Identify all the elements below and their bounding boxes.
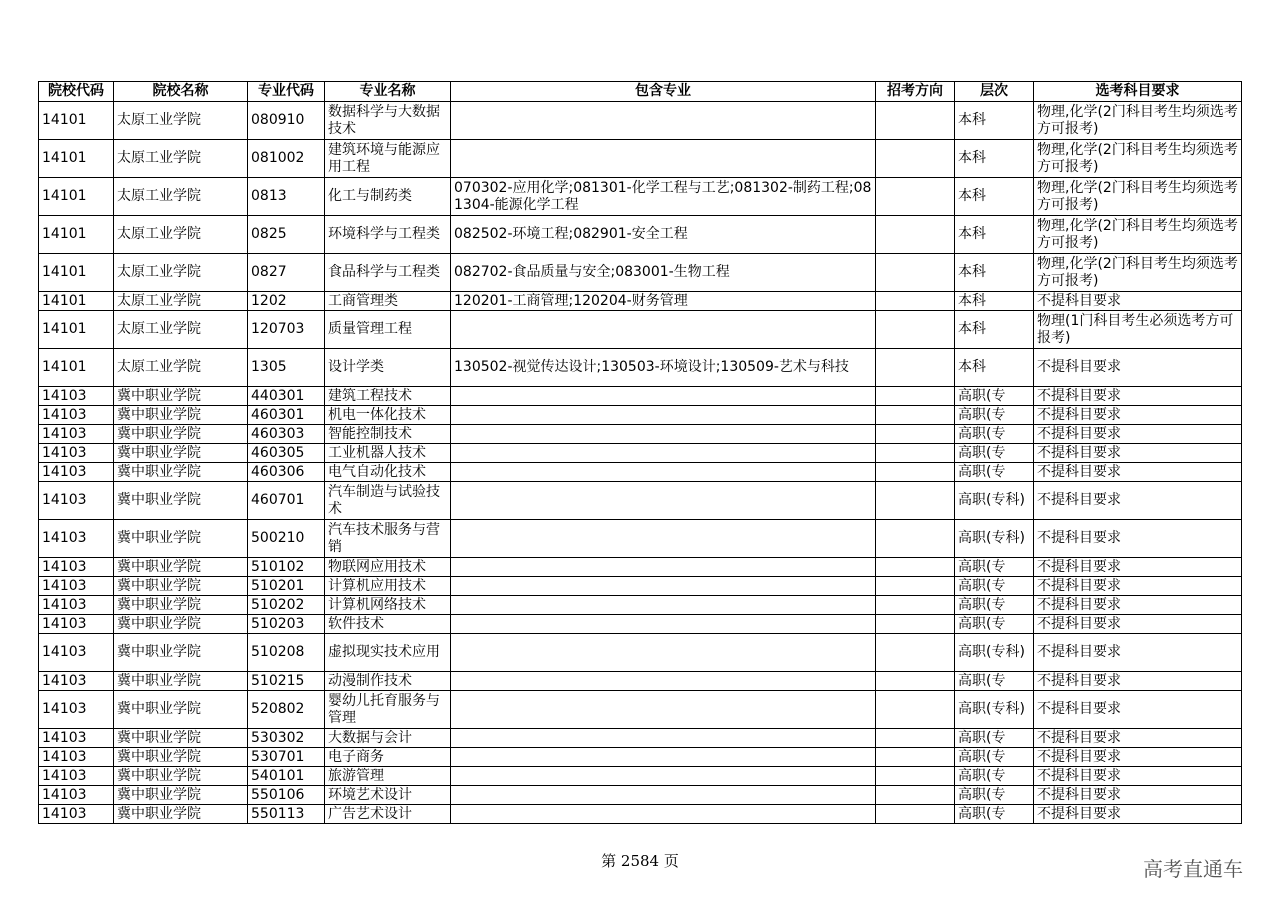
cell-direction [876,615,955,634]
cell-level: 高职(专 [955,577,1034,596]
cell-direction [876,254,955,292]
cell-included-majors: 070302-应用化学;081301-化学工程与工艺;081302-制药工程;081304-能源化学工程 [451,178,876,216]
cell-direction [876,425,955,444]
cell-school-code: 14103 [39,558,114,577]
cell-major-name: 汽车制造与试验技术 [325,482,451,520]
cell-school-name: 冀中职业学院 [114,748,248,767]
cell-school-code: 14101 [39,349,114,387]
table-row [39,140,1242,178]
cell-school-name: 冀中职业学院 [114,786,248,805]
cell-school-code: 14101 [39,292,114,311]
cell-school-name: 冀中职业学院 [114,406,248,425]
table-row [39,425,1242,444]
table-row [39,311,1242,349]
cell-direction [876,558,955,577]
cell-school-code: 14103 [39,748,114,767]
cell-direction [876,311,955,349]
cell-level: 高职(专 [955,786,1034,805]
cell-direction [876,520,955,558]
cell-direction [876,463,955,482]
cell-subject-requirement: 不提科目要求 [1034,292,1242,311]
cell-included-majors: 130502-视觉传达设计;130503-环境设计;130509-艺术与科技 [451,349,876,387]
cell-included-majors [451,596,876,615]
table-row [39,577,1242,596]
cell-major-name: 环境科学与工程类 [325,216,451,254]
cell-subject-requirement: 不提科目要求 [1034,577,1242,596]
cell-subject-requirement: 不提科目要求 [1034,786,1242,805]
cell-major-name: 计算机应用技术 [325,577,451,596]
cell-school-name: 冀中职业学院 [114,672,248,691]
cell-school-code: 14101 [39,311,114,349]
cell-school-code: 14103 [39,463,114,482]
cell-major-name: 数据科学与大数据技术 [325,102,451,140]
cell-major-name: 环境艺术设计 [325,786,451,805]
cell-major-code: 460301 [248,406,325,425]
cell-level: 高职(专 [955,387,1034,406]
cell-subject-requirement: 不提科目要求 [1034,444,1242,463]
cell-level: 高职(专 [955,767,1034,786]
cell-major-name: 大数据与会计 [325,729,451,748]
cell-major-code: 1305 [248,349,325,387]
table-row [39,520,1242,558]
cell-major-code: 550113 [248,805,325,824]
table-row [39,558,1242,577]
cell-direction [876,178,955,216]
table-row [39,691,1242,729]
cell-direction [876,482,955,520]
cell-subject-requirement: 物理,化学(2门科目考生均须选考方可报考) [1034,216,1242,254]
table-row [39,748,1242,767]
cell-subject-requirement: 不提科目要求 [1034,463,1242,482]
cell-major-code: 0813 [248,178,325,216]
cell-level: 高职(专科) [955,691,1034,729]
cell-subject-requirement: 不提科目要求 [1034,672,1242,691]
header-major-code: 专业代码 [248,82,325,102]
cell-direction [876,349,955,387]
cell-direction [876,748,955,767]
cell-school-code: 14103 [39,672,114,691]
cell-school-code: 14103 [39,767,114,786]
cell-school-code: 14103 [39,729,114,748]
cell-included-majors [451,482,876,520]
table-row [39,596,1242,615]
cell-direction [876,387,955,406]
cell-school-name: 冀中职业学院 [114,520,248,558]
cell-school-name: 冀中职业学院 [114,691,248,729]
cell-subject-requirement: 不提科目要求 [1034,691,1242,729]
cell-major-name: 化工与制药类 [325,178,451,216]
cell-level: 高职(专 [955,615,1034,634]
cell-school-name: 冀中职业学院 [114,558,248,577]
cell-school-code: 14103 [39,425,114,444]
cell-level: 高职(专科) [955,634,1034,672]
admissions-table [38,81,1242,824]
cell-major-code: 0827 [248,254,325,292]
cell-subject-requirement: 不提科目要求 [1034,596,1242,615]
cell-major-code: 1202 [248,292,325,311]
cell-school-code: 14103 [39,805,114,824]
cell-level: 高职(专 [955,558,1034,577]
cell-major-code: 0825 [248,216,325,254]
cell-major-code: 460303 [248,425,325,444]
header-row [39,82,1242,102]
cell-included-majors [451,406,876,425]
table-row [39,463,1242,482]
cell-school-code: 14103 [39,520,114,558]
cell-level: 高职(专 [955,596,1034,615]
cell-major-name: 动漫制作技术 [325,672,451,691]
cell-major-name: 广告艺术设计 [325,805,451,824]
cell-school-code: 14101 [39,178,114,216]
cell-major-name: 食品科学与工程类 [325,254,451,292]
header-major-name: 专业名称 [325,82,451,102]
cell-level: 本科 [955,216,1034,254]
cell-major-name: 质量管理工程 [325,311,451,349]
cell-included-majors [451,615,876,634]
cell-included-majors: 082502-环境工程;082901-安全工程 [451,216,876,254]
cell-major-code: 081002 [248,140,325,178]
cell-level: 高职(专 [955,748,1034,767]
table-row [39,615,1242,634]
cell-level: 高职(专 [955,406,1034,425]
cell-major-name: 智能控制技术 [325,425,451,444]
cell-subject-requirement: 不提科目要求 [1034,748,1242,767]
cell-school-name: 冀中职业学院 [114,805,248,824]
cell-included-majors [451,767,876,786]
cell-major-code: 510203 [248,615,325,634]
cell-direction [876,729,955,748]
cell-school-name: 冀中职业学院 [114,425,248,444]
cell-school-name: 冀中职业学院 [114,444,248,463]
cell-direction [876,786,955,805]
cell-included-majors [451,634,876,672]
cell-level: 高职(专 [955,805,1034,824]
cell-direction [876,672,955,691]
cell-included-majors [451,558,876,577]
cell-major-code: 540101 [248,767,325,786]
cell-included-majors [451,140,876,178]
cell-school-name: 太原工业学院 [114,102,248,140]
cell-direction [876,634,955,672]
cell-level: 高职(专 [955,463,1034,482]
cell-school-code: 14103 [39,444,114,463]
cell-included-majors [451,729,876,748]
cell-subject-requirement: 不提科目要求 [1034,805,1242,824]
table-row [39,102,1242,140]
cell-included-majors [451,444,876,463]
header-school-code: 院校代码 [39,82,114,102]
table-row [39,634,1242,672]
cell-subject-requirement: 不提科目要求 [1034,729,1242,748]
cell-subject-requirement: 不提科目要求 [1034,520,1242,558]
cell-school-name: 冀中职业学院 [114,596,248,615]
cell-school-name: 太原工业学院 [114,292,248,311]
cell-subject-requirement: 不提科目要求 [1034,425,1242,444]
table-row [39,254,1242,292]
cell-major-name: 旅游管理 [325,767,451,786]
cell-major-code: 460701 [248,482,325,520]
cell-school-code: 14103 [39,577,114,596]
cell-school-code: 14101 [39,254,114,292]
table-row [39,292,1242,311]
cell-school-name: 冀中职业学院 [114,482,248,520]
cell-school-code: 14101 [39,216,114,254]
cell-direction [876,406,955,425]
cell-major-code: 510208 [248,634,325,672]
cell-level: 本科 [955,349,1034,387]
cell-included-majors [451,102,876,140]
table-row [39,444,1242,463]
cell-major-name: 婴幼儿托育服务与管理 [325,691,451,729]
cell-direction [876,691,955,729]
cell-direction [876,102,955,140]
cell-major-code: 530701 [248,748,325,767]
table-row [39,387,1242,406]
cell-major-name: 电子商务 [325,748,451,767]
cell-major-name: 工商管理类 [325,292,451,311]
cell-level: 高职(专 [955,672,1034,691]
cell-school-name: 冀中职业学院 [114,463,248,482]
cell-subject-requirement: 物理,化学(2门科目考生均须选考方可报考) [1034,178,1242,216]
cell-subject-requirement: 不提科目要求 [1034,406,1242,425]
cell-included-majors: 082702-食品质量与安全;083001-生物工程 [451,254,876,292]
cell-included-majors [451,425,876,444]
cell-level: 本科 [955,178,1034,216]
cell-major-name: 物联网应用技术 [325,558,451,577]
cell-major-code: 530302 [248,729,325,748]
cell-level: 本科 [955,102,1034,140]
table-row [39,786,1242,805]
cell-direction [876,216,955,254]
cell-subject-requirement: 物理,化学(2门科目考生均须选考方可报考) [1034,140,1242,178]
cell-subject-requirement: 不提科目要求 [1034,482,1242,520]
cell-subject-requirement: 不提科目要求 [1034,767,1242,786]
cell-school-name: 冀中职业学院 [114,729,248,748]
cell-school-code: 14103 [39,406,114,425]
cell-major-code: 510102 [248,558,325,577]
cell-subject-requirement: 不提科目要求 [1034,387,1242,406]
cell-school-name: 太原工业学院 [114,140,248,178]
cell-school-code: 14103 [39,596,114,615]
cell-major-name: 计算机网络技术 [325,596,451,615]
cell-major-name: 软件技术 [325,615,451,634]
cell-direction [876,577,955,596]
cell-included-majors [451,520,876,558]
cell-level: 高职(专 [955,729,1034,748]
cell-major-name: 虚拟现实技术应用 [325,634,451,672]
cell-direction [876,444,955,463]
cell-major-code: 510202 [248,596,325,615]
cell-subject-requirement: 不提科目要求 [1034,349,1242,387]
cell-major-code: 550106 [248,786,325,805]
cell-major-code: 510201 [248,577,325,596]
cell-school-name: 冀中职业学院 [114,634,248,672]
cell-major-code: 510215 [248,672,325,691]
cell-included-majors [451,577,876,596]
cell-level: 高职(专科) [955,520,1034,558]
cell-included-majors [451,387,876,406]
cell-included-majors [451,463,876,482]
cell-school-code: 14101 [39,102,114,140]
cell-major-name: 工业机器人技术 [325,444,451,463]
header-school-name: 院校名称 [114,82,248,102]
cell-subject-requirement: 不提科目要求 [1034,634,1242,672]
cell-major-name: 汽车技术服务与营销 [325,520,451,558]
cell-included-majors [451,672,876,691]
cell-direction [876,140,955,178]
cell-direction [876,767,955,786]
cell-school-code: 14103 [39,691,114,729]
cell-direction [876,292,955,311]
table-row [39,672,1242,691]
cell-major-code: 440301 [248,387,325,406]
table-row [39,482,1242,520]
cell-included-majors [451,311,876,349]
cell-included-majors [451,691,876,729]
cell-major-code: 500210 [248,520,325,558]
cell-direction [876,596,955,615]
table-row [39,406,1242,425]
table-row [39,349,1242,387]
header-subject-requirement: 选考科目要求 [1034,82,1242,102]
cell-direction [876,805,955,824]
cell-school-code: 14103 [39,615,114,634]
cell-subject-requirement: 物理(1门科目考生必须选考方可报考) [1034,311,1242,349]
table-row [39,767,1242,786]
cell-level: 高职(专 [955,444,1034,463]
table-row [39,178,1242,216]
cell-included-majors [451,748,876,767]
cell-level: 本科 [955,140,1034,178]
cell-included-majors [451,805,876,824]
cell-school-name: 冀中职业学院 [114,387,248,406]
cell-major-name: 建筑环境与能源应用工程 [325,140,451,178]
cell-school-code: 14103 [39,387,114,406]
cell-school-name: 太原工业学院 [114,254,248,292]
cell-major-code: 460306 [248,463,325,482]
table-row [39,729,1242,748]
cell-school-name: 冀中职业学院 [114,577,248,596]
cell-school-name: 太原工业学院 [114,311,248,349]
cell-level: 本科 [955,311,1034,349]
cell-major-name: 建筑工程技术 [325,387,451,406]
cell-level: 高职(专 [955,425,1034,444]
table-row [39,216,1242,254]
cell-subject-requirement: 不提科目要求 [1034,558,1242,577]
cell-school-name: 冀中职业学院 [114,615,248,634]
header-included-majors: 包含专业 [451,82,876,102]
cell-major-name: 电气自动化技术 [325,463,451,482]
cell-level: 高职(专科) [955,482,1034,520]
cell-school-code: 14103 [39,482,114,520]
cell-subject-requirement: 物理,化学(2门科目考生均须选考方可报考) [1034,254,1242,292]
cell-major-code: 460305 [248,444,325,463]
cell-major-name: 设计学类 [325,349,451,387]
cell-school-name: 太原工业学院 [114,349,248,387]
cell-major-code: 120703 [248,311,325,349]
cell-level: 本科 [955,254,1034,292]
watermark: 高考直通车 [1143,857,1243,881]
cell-level: 本科 [955,292,1034,311]
cell-school-code: 14103 [39,634,114,672]
cell-school-name: 太原工业学院 [114,216,248,254]
header-direction: 招考方向 [876,82,955,102]
cell-major-code: 080910 [248,102,325,140]
cell-major-code: 520802 [248,691,325,729]
table-row [39,805,1242,824]
cell-included-majors: 120201-工商管理;120204-财务管理 [451,292,876,311]
cell-subject-requirement: 不提科目要求 [1034,615,1242,634]
cell-school-code: 14101 [39,140,114,178]
cell-school-name: 冀中职业学院 [114,767,248,786]
cell-major-name: 机电一体化技术 [325,406,451,425]
cell-school-code: 14103 [39,786,114,805]
page-number: 第 2584 页 [601,852,679,870]
cell-subject-requirement: 物理,化学(2门科目考生均须选考方可报考) [1034,102,1242,140]
cell-included-majors [451,786,876,805]
header-level: 层次 [955,82,1034,102]
cell-school-name: 太原工业学院 [114,178,248,216]
